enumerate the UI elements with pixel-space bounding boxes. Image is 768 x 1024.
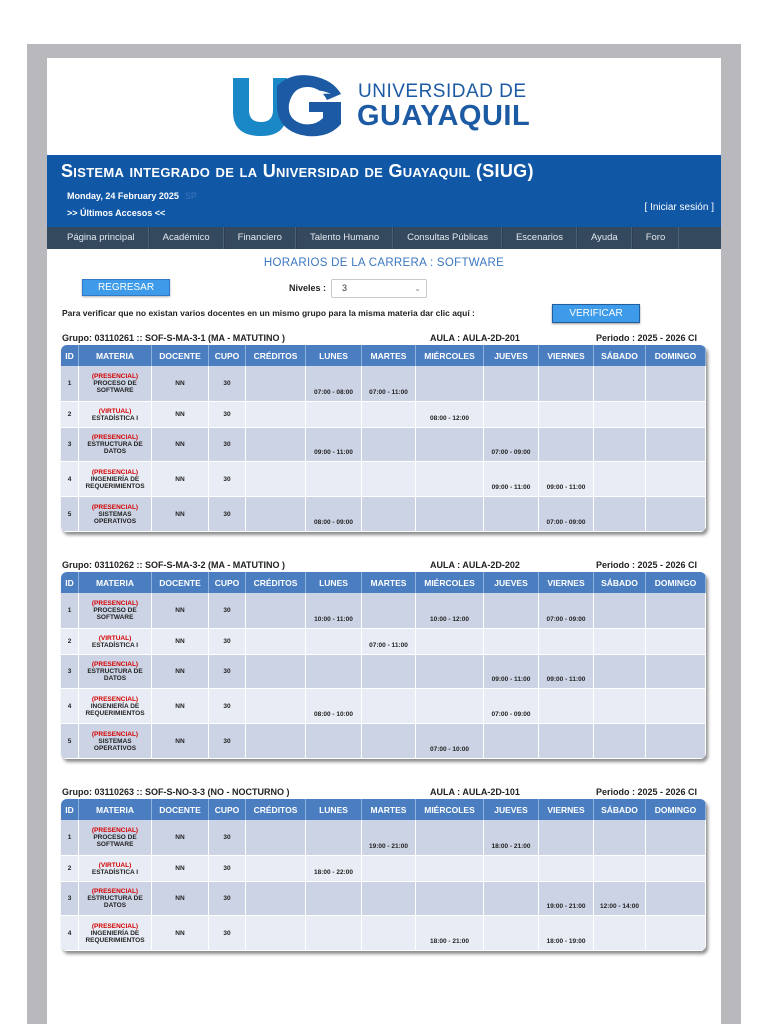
verify-instructions: Para verificar que no existan varios docentes en un mismo grupo para la misma materia dar clic aquí : — [62, 308, 475, 318]
cell-creditos — [246, 689, 306, 724]
filter-controls — [47, 269, 721, 299]
cell-cupo: 30 — [209, 820, 246, 856]
modality-label: (PRESENCIAL) — [91, 730, 139, 738]
cell-viernes — [539, 629, 594, 655]
cell-domingo — [646, 462, 706, 497]
column-header-lunes: LUNES — [306, 799, 362, 820]
subject-name: INGENIERÍA DE REQUERIMIENTOS — [85, 929, 145, 944]
nav-item-escenarios[interactable]: Escenarios — [502, 227, 577, 249]
column-header-materia: MATERIA — [79, 799, 152, 820]
cell-jueves — [484, 366, 539, 402]
cell-sabado: 12:00 - 14:00 — [594, 882, 646, 916]
chevron-down-icon: ⌄ — [414, 284, 421, 293]
date-suffix: SP — [184, 191, 197, 201]
cell-viernes — [539, 820, 594, 856]
document-page — [47, 58, 721, 1024]
cell-creditos — [246, 724, 306, 759]
cell-martes: 07:00 - 11:00 — [362, 629, 416, 655]
cell-martes: 19:00 - 21:00 — [362, 820, 416, 856]
cell-sabado — [594, 462, 646, 497]
header-banner — [47, 155, 721, 227]
modality-label: (PRESENCIAL) — [91, 434, 139, 441]
cell-domingo — [646, 366, 706, 402]
cell-miercoles — [416, 428, 484, 462]
schedule-group — [61, 556, 721, 759]
cell-docente: NN — [152, 366, 209, 402]
cell-viernes: 09:00 - 11:00 — [539, 462, 594, 497]
cell-id: 3 — [61, 882, 79, 916]
cell-jueves: 09:00 - 11:00 — [484, 462, 539, 497]
cell-id: 4 — [61, 916, 79, 951]
verify-row — [47, 299, 721, 329]
cell-lunes — [306, 820, 362, 856]
cell-lunes — [306, 916, 362, 951]
cell-docente: NN — [152, 593, 209, 629]
cell-martes — [362, 724, 416, 759]
cell-miercoles — [416, 629, 484, 655]
schedule-table — [61, 572, 706, 759]
cell-martes: 07:00 - 11:00 — [362, 366, 416, 402]
cell-viernes — [539, 428, 594, 462]
group-header — [61, 783, 721, 799]
cell-id: 1 — [61, 593, 79, 629]
cell-creditos — [246, 882, 306, 916]
cell-viernes: 07:00 - 09:00 — [539, 497, 594, 532]
cell-docente: NN — [152, 402, 209, 428]
cell-materia — [79, 724, 152, 759]
cell-creditos — [246, 820, 306, 856]
cell-jueves — [484, 724, 539, 759]
subject-name: ESTADÍSTICA I — [91, 641, 139, 649]
cell-materia — [79, 689, 152, 724]
logo-area — [47, 58, 721, 155]
cell-docente: NN — [152, 724, 209, 759]
cell-materia — [79, 462, 152, 497]
cell-lunes — [306, 462, 362, 497]
column-header-viernes: VIERNES — [539, 345, 594, 366]
main-nav — [47, 227, 721, 249]
cell-lunes: 09:00 - 11:00 — [306, 428, 362, 462]
column-header-materia: MATERIA — [79, 345, 152, 366]
cell-materia — [79, 366, 152, 402]
cell-viernes: 19:00 - 21:00 — [539, 882, 594, 916]
cell-materia — [79, 856, 152, 882]
group-period: Periodo : 2025 - 2026 CI — [596, 560, 698, 570]
cell-id: 5 — [61, 724, 79, 759]
subject-name: PROCESO DE SOFTWARE — [93, 607, 137, 621]
cell-cupo: 30 — [209, 916, 246, 951]
cell-martes — [362, 916, 416, 951]
cell-sabado — [594, 820, 646, 856]
cell-miercoles — [416, 689, 484, 724]
cell-materia — [79, 882, 152, 916]
cell-docente: NN — [152, 655, 209, 689]
cell-id: 4 — [61, 689, 79, 724]
column-header-sabado: SÁBADO — [594, 345, 646, 366]
cell-jueves — [484, 882, 539, 916]
table-row — [61, 402, 706, 428]
cell-lunes — [306, 724, 362, 759]
column-header-jueves: JUEVES — [484, 345, 539, 366]
cell-viernes: 09:00 - 11:00 — [539, 655, 594, 689]
column-header-materia: MATERIA — [79, 572, 152, 593]
cell-miercoles — [416, 820, 484, 856]
cell-jueves — [484, 402, 539, 428]
date-text: Monday, 24 February 2025 — [67, 191, 179, 201]
column-header-viernes: VIERNES — [539, 799, 594, 820]
cell-sabado — [594, 689, 646, 724]
column-header-cupo: CUPO — [209, 799, 246, 820]
group-name: Grupo: 03110261 :: SOF-S-MA-3-1 (MA - MATUTINO ) — [62, 333, 286, 343]
column-header-docente: DOCENTE — [152, 799, 209, 820]
group-header — [61, 556, 721, 572]
cell-cupo: 30 — [209, 724, 246, 759]
column-header-id: ID — [61, 572, 79, 593]
cell-cupo: 30 — [209, 366, 246, 402]
cell-sabado — [594, 428, 646, 462]
table-row — [61, 462, 706, 497]
column-header-domingo: DOMINGO — [646, 345, 706, 366]
page-title: Sistema integrado de la Universidad de Guayaquil (SIUG) — [61, 161, 534, 181]
cell-miercoles: 08:00 - 12:00 — [416, 402, 484, 428]
cell-cupo: 30 — [209, 882, 246, 916]
cell-id: 1 — [61, 366, 79, 402]
column-header-domingo: DOMINGO — [646, 799, 706, 820]
column-header-cupo: CUPO — [209, 572, 246, 593]
table-row — [61, 655, 706, 689]
cell-cupo: 30 — [209, 689, 246, 724]
cell-lunes: 08:00 - 10:00 — [306, 689, 362, 724]
cell-materia — [79, 629, 152, 655]
cell-cupo: 30 — [209, 593, 246, 629]
cell-martes — [362, 882, 416, 916]
cell-domingo — [646, 724, 706, 759]
subject-name: SISTEMAS OPERATIVOS — [93, 737, 137, 752]
cell-materia — [79, 428, 152, 462]
cell-materia — [79, 655, 152, 689]
column-header-martes: MARTES — [362, 572, 416, 593]
table-row — [61, 366, 706, 402]
cell-materia — [79, 593, 152, 629]
cell-miercoles — [416, 366, 484, 402]
column-header-sabado: SÁBADO — [594, 572, 646, 593]
column-header-domingo: DOMINGO — [646, 572, 706, 593]
modality-label: (PRESENCIAL) — [91, 888, 139, 895]
cell-creditos — [246, 402, 306, 428]
subject-name: INGENIERÍA DE REQUERIMIENTOS — [85, 702, 145, 717]
group-name: Grupo: 03110262 :: SOF-S-MA-3-2 (MA - MATUTINO ) — [62, 560, 286, 570]
cell-id: 2 — [61, 402, 79, 428]
table-row — [61, 593, 706, 629]
cell-domingo — [646, 689, 706, 724]
cell-domingo — [646, 629, 706, 655]
cell-miercoles: 18:00 - 21:00 — [416, 916, 484, 951]
cell-docente: NN — [152, 462, 209, 497]
cell-cupo: 30 — [209, 655, 246, 689]
cell-id: 1 — [61, 820, 79, 856]
cell-domingo — [646, 916, 706, 951]
modality-label: (VIRTUAL) — [98, 634, 132, 642]
schedule-groups — [47, 329, 721, 951]
subject-name: INGENIERÍA DE REQUERIMIENTOS — [85, 475, 145, 490]
cell-viernes — [539, 402, 594, 428]
cell-martes — [362, 402, 416, 428]
cell-miercoles: 07:00 - 10:00 — [416, 724, 484, 759]
cell-id: 5 — [61, 497, 79, 532]
table-row — [61, 916, 706, 951]
cell-domingo — [646, 402, 706, 428]
table-row — [61, 689, 706, 724]
subject-name: PROCESO DE SOFTWARE — [93, 834, 137, 848]
cell-domingo — [646, 820, 706, 856]
cell-jueves — [484, 629, 539, 655]
schedule-table — [61, 345, 706, 532]
cell-viernes: 18:00 - 19:00 — [539, 916, 594, 951]
cell-docente: NN — [152, 428, 209, 462]
cell-domingo — [646, 856, 706, 882]
cell-sabado — [594, 916, 646, 951]
cell-sabado — [594, 497, 646, 532]
cell-martes — [362, 593, 416, 629]
cell-jueves — [484, 497, 539, 532]
column-header-id: ID — [61, 345, 79, 366]
column-header-jueves: JUEVES — [484, 799, 539, 820]
cell-miercoles — [416, 655, 484, 689]
cell-id: 2 — [61, 856, 79, 882]
cell-sabado — [594, 629, 646, 655]
schedule-group — [61, 329, 721, 532]
cell-materia — [79, 497, 152, 532]
level-label: Niveles : — [289, 283, 327, 293]
cell-martes — [362, 462, 416, 497]
cell-martes — [362, 497, 416, 532]
modality-label: (PRESENCIAL) — [91, 503, 139, 511]
table-row — [61, 629, 706, 655]
cell-cupo: 30 — [209, 462, 246, 497]
table-row — [61, 497, 706, 532]
cell-creditos — [246, 366, 306, 402]
cell-jueves: 07:00 - 09:00 — [484, 689, 539, 724]
cell-sabado — [594, 856, 646, 882]
cell-docente: NN — [152, 882, 209, 916]
group-aula: AULA : AULA-2D-202 — [430, 560, 520, 570]
group-header — [61, 329, 721, 345]
table-header-row — [61, 572, 706, 593]
group-aula: AULA : AULA-2D-101 — [430, 787, 520, 797]
subject-name: ESTADÍSTICA I — [91, 868, 139, 876]
cell-sabado — [594, 724, 646, 759]
cell-miercoles — [416, 497, 484, 532]
nav-item-ayuda[interactable]: Ayuda — [577, 227, 632, 249]
column-header-jueves: JUEVES — [484, 572, 539, 593]
subject-name: PROCESO DE SOFTWARE — [93, 380, 137, 394]
cell-cupo: 30 — [209, 629, 246, 655]
logo-university-line: UNIVERSIDAD DE — [358, 81, 527, 102]
cell-jueves — [484, 593, 539, 629]
cell-sabado — [594, 655, 646, 689]
cell-domingo — [646, 497, 706, 532]
verify-button[interactable]: VERIFICAR — [552, 304, 640, 323]
cell-sabado — [594, 593, 646, 629]
column-header-id: ID — [61, 799, 79, 820]
column-header-lunes: LUNES — [306, 345, 362, 366]
subject-name: SISTEMAS OPERATIVOS — [93, 510, 137, 525]
cell-docente: NN — [152, 820, 209, 856]
cell-creditos — [246, 428, 306, 462]
column-header-creditos: CRÉDITOS — [246, 572, 306, 593]
cell-viernes — [539, 366, 594, 402]
modality-label: (PRESENCIAL) — [91, 661, 139, 668]
cell-jueves — [484, 856, 539, 882]
cell-domingo — [646, 655, 706, 689]
cell-domingo — [646, 428, 706, 462]
modality-label: (PRESENCIAL) — [91, 600, 139, 607]
cell-docente: NN — [152, 689, 209, 724]
cell-domingo — [646, 593, 706, 629]
cell-docente: NN — [152, 629, 209, 655]
cell-id: 2 — [61, 629, 79, 655]
cell-miercoles — [416, 882, 484, 916]
cell-cupo: 30 — [209, 402, 246, 428]
cell-id: 3 — [61, 428, 79, 462]
cell-lunes: 07:00 - 08:00 — [306, 366, 362, 402]
modality-label: (PRESENCIAL) — [91, 373, 139, 380]
cell-jueves — [484, 916, 539, 951]
cell-jueves: 18:00 - 21:00 — [484, 820, 539, 856]
cell-martes — [362, 689, 416, 724]
schedule-table — [61, 799, 706, 951]
cell-creditos — [246, 629, 306, 655]
subject-name: ESTADÍSTICA I — [91, 414, 139, 422]
cell-lunes — [306, 402, 362, 428]
last-access-link[interactable]: >> Últimos Accesos << — [67, 208, 166, 218]
column-header-docente: DOCENTE — [152, 345, 209, 366]
column-header-miercoles: MIÉRCOLES — [416, 572, 484, 593]
group-period: Periodo : 2025 - 2026 CI — [596, 333, 698, 343]
subject-name: ESTRUCTURA DE DATOS — [87, 441, 143, 455]
schedule-group — [61, 783, 721, 951]
cell-docente: NN — [152, 916, 209, 951]
subject-name: ESTRUCTURA DE DATOS — [87, 668, 143, 682]
cell-miercoles — [416, 462, 484, 497]
cell-cupo: 30 — [209, 428, 246, 462]
column-header-miercoles: MIÉRCOLES — [416, 345, 484, 366]
cell-martes — [362, 655, 416, 689]
ug-logo-icon — [229, 74, 347, 138]
cell-materia — [79, 820, 152, 856]
cell-viernes — [539, 856, 594, 882]
cell-miercoles — [416, 856, 484, 882]
current-date — [67, 191, 197, 201]
cell-materia — [79, 402, 152, 428]
group-period: Periodo : 2025 - 2026 CI — [596, 787, 698, 797]
cell-domingo — [646, 882, 706, 916]
cell-sabado — [594, 402, 646, 428]
column-header-creditos: CRÉDITOS — [246, 799, 306, 820]
cell-martes — [362, 428, 416, 462]
cell-jueves: 09:00 - 11:00 — [484, 655, 539, 689]
cell-id: 4 — [61, 462, 79, 497]
cell-viernes — [539, 689, 594, 724]
table-header-row — [61, 799, 706, 820]
cell-cupo: 30 — [209, 497, 246, 532]
cell-lunes: 10:00 - 11:00 — [306, 593, 362, 629]
table-row — [61, 820, 706, 856]
cell-miercoles: 10:00 - 12:00 — [416, 593, 484, 629]
modality-label: (PRESENCIAL) — [91, 468, 139, 476]
career-schedule-heading: HORARIOS DE LA CARRERA : SOFTWARE — [263, 257, 505, 269]
nav-item-academico[interactable]: Académico — [149, 227, 224, 249]
column-header-sabado: SÁBADO — [594, 799, 646, 820]
column-header-martes: MARTES — [362, 799, 416, 820]
modality-label: (PRESENCIAL) — [91, 922, 139, 930]
column-header-lunes: LUNES — [306, 572, 362, 593]
table-row — [61, 724, 706, 759]
level-select-value: 3 — [342, 283, 348, 293]
column-header-creditos: CRÉDITOS — [246, 345, 306, 366]
column-header-martes: MARTES — [362, 345, 416, 366]
cell-lunes — [306, 882, 362, 916]
column-header-docente: DOCENTE — [152, 572, 209, 593]
column-header-miercoles: MIÉRCOLES — [416, 799, 484, 820]
column-header-cupo: CUPO — [209, 345, 246, 366]
cell-lunes — [306, 655, 362, 689]
cell-creditos — [246, 916, 306, 951]
cell-docente: NN — [152, 856, 209, 882]
modality-label: (PRESENCIAL) — [91, 827, 139, 834]
cell-viernes: 07:00 - 09:00 — [539, 593, 594, 629]
cell-viernes — [539, 724, 594, 759]
cell-jueves: 07:00 - 09:00 — [484, 428, 539, 462]
cell-lunes — [306, 629, 362, 655]
modality-label: (VIRTUAL) — [98, 407, 132, 415]
table-header-row — [61, 345, 706, 366]
cell-lunes: 08:00 - 09:00 — [306, 497, 362, 532]
group-aula: AULA : AULA-2D-201 — [430, 333, 520, 343]
logo-guayaquil-line: GUAYAQUIL — [357, 100, 531, 132]
table-row — [61, 856, 706, 882]
cell-docente: NN — [152, 497, 209, 532]
cell-id: 3 — [61, 655, 79, 689]
cell-cupo: 30 — [209, 856, 246, 882]
cell-materia — [79, 916, 152, 951]
nav-item-foro[interactable]: Foro — [632, 227, 680, 249]
nav-item-talento-humano[interactable]: Talento Humano — [296, 227, 393, 249]
level-select[interactable] — [331, 279, 427, 298]
cell-creditos — [246, 462, 306, 497]
nav-item-consultas-publicas[interactable]: Consultas Públicas — [393, 227, 502, 249]
column-header-viernes: VIERNES — [539, 572, 594, 593]
back-button[interactable]: REGRESAR — [82, 279, 170, 296]
modality-label: (VIRTUAL) — [98, 861, 132, 869]
cell-lunes: 18:00 - 22:00 — [306, 856, 362, 882]
group-name: Grupo: 03110263 :: SOF-S-NO-3-3 (NO - NOCTURNO ) — [62, 787, 290, 797]
subject-name: ESTRUCTURA DE DATOS — [87, 895, 143, 909]
table-row — [61, 882, 706, 916]
cell-martes — [362, 856, 416, 882]
cell-sabado — [594, 366, 646, 402]
nav-item-home[interactable]: Página principal — [54, 227, 149, 249]
cell-creditos — [246, 593, 306, 629]
modality-label: (PRESENCIAL) — [91, 695, 139, 703]
cell-creditos — [246, 655, 306, 689]
table-row — [61, 428, 706, 462]
cell-creditos — [246, 856, 306, 882]
cell-creditos — [246, 497, 306, 532]
login-link[interactable]: [ Iniciar sesión ] — [644, 202, 714, 213]
nav-item-financiero[interactable]: Financiero — [224, 227, 296, 249]
